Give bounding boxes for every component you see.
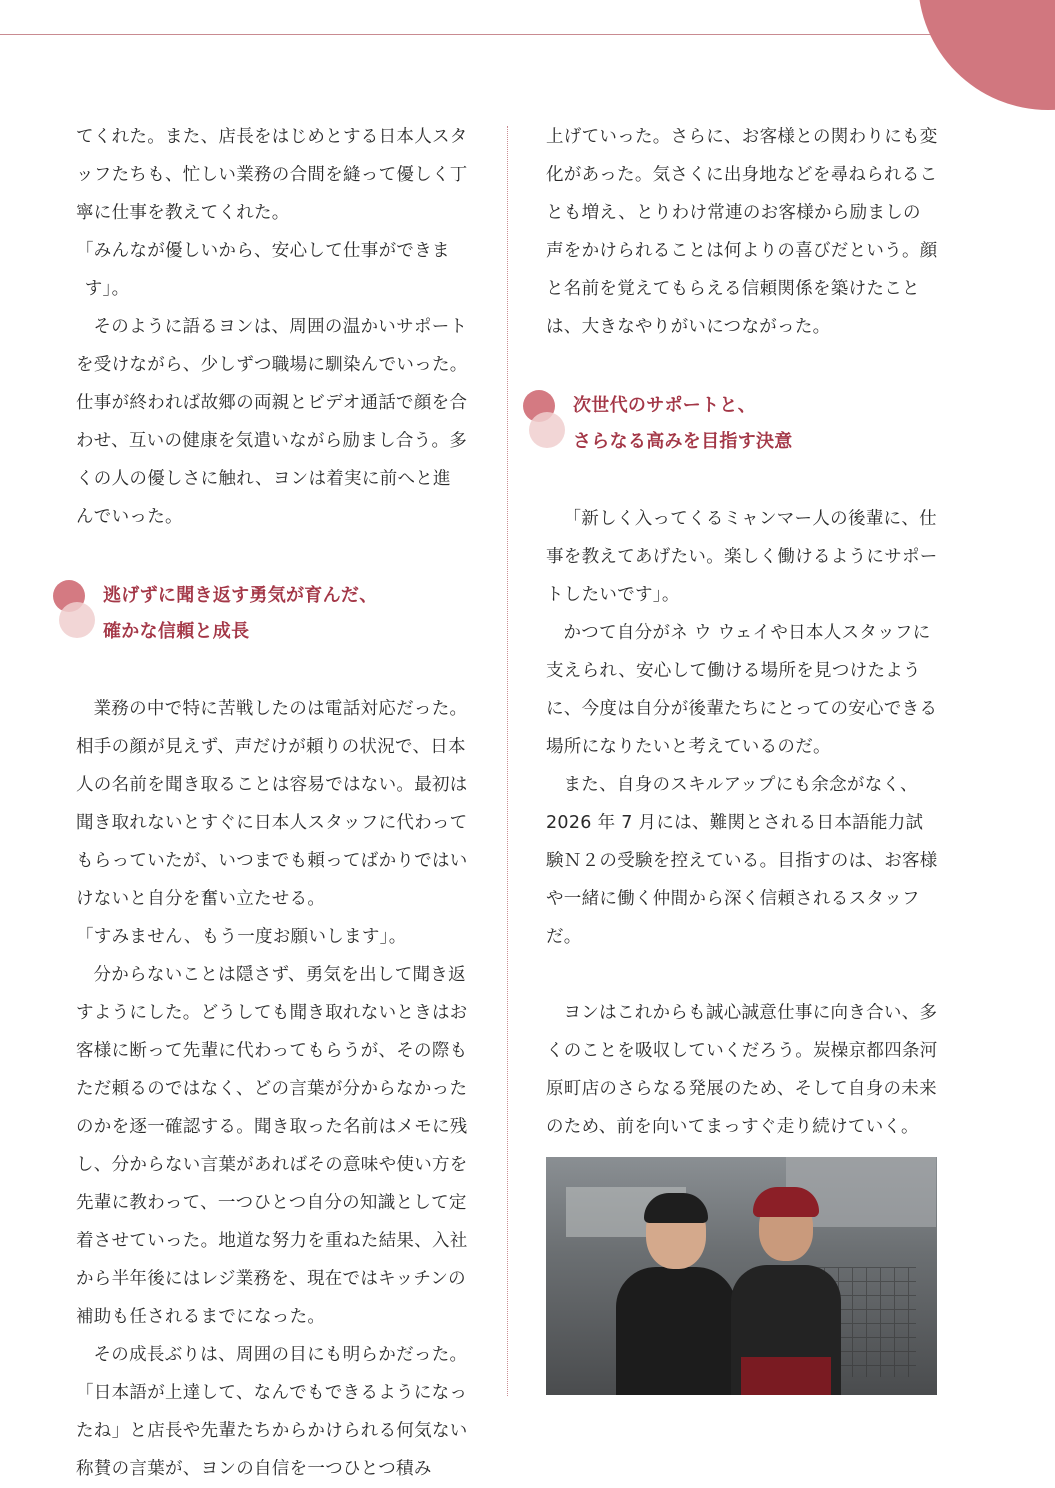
paragraph: てくれた。また、店長をはじめとする日本人スタッフたちも、忙しい業務の合間を縫って優しく丁寧に仕事を教えてくれた。 [76,127,468,223]
person-apron [741,1357,831,1395]
right-column [546,118,938,1146]
heading-circle-icon [529,412,565,448]
corner-decoration [918,0,1055,110]
heading-line: 次世代のサポートと、 [573,395,756,416]
section-heading [546,388,938,460]
photo-person-staff [731,1187,841,1395]
column-divider [507,126,508,1396]
paragraph: かつて自分がネ ウ ウェイや日本人スタッフに支えられ、安心して働ける場所を見つけたように、今度は自分が後輩たちにとっての安心できる場所になりたいと考えているのだ。 [546,623,938,757]
paragraph: また、自身のスキルアップにも余念がなく、2026 年 7 月には、難関とされる日本語能力試験Ｎ２の受験を控えている。目指すのは、お客様や一緒に働く仲間から深く信頼されるスタッフだ。 [546,775,938,947]
paragraph: 分からないことは隠さず、勇気を出して聞き返すようにした。どうしても聞き取れないときはお客様に断って先輩に代わってもらうが、その際もただ頼るのではなく、どの言葉が分からなかったのかを逐一確認する。聞き取った名前はメモに残し、分からない言葉があればその意味や使い方を先輩に教わって、一つひとつ自分の知識として定着させていった。地道な努力を重ねた結果、入社から半年後にはレジ業務を、現在ではキッチンの補助も任されるまでになった。 [76,965,468,1327]
paragraph: 業務の中で特に苦戦したのは電話対応だった。相手の顔が見えず、声だけが頼りの状況で、日本人の名前を聞き取ることは容易ではない。最初は聞き取れないとすぐに日本人スタッフに代わってもらっていたが、いつまでも頼ってばかりではいけないと自分を奮い立たせる。 [76,699,468,909]
person-cap [644,1193,708,1223]
header-rule [0,34,1055,35]
quote-paragraph: 「みんなが優しいから、安心して仕事ができます」。 [76,241,450,299]
quote-paragraph: 「すみません、もう一度お願いします」。 [76,927,407,947]
left-column [76,118,468,1488]
heading-line: 逃げずに聞き返す勇気が育んだ、 [103,585,378,606]
paragraph: 上げていった。さらに、お客様との関わりにも変化があった。気さくに出身地などを尋ねられることも増え、とりわけ常連のお客様から励ましの声をかけられることは何よりの喜びだという。顔と名前を覚えてもらえる信頼関係を築けたことは、大きなやりがいにつながった。 [546,127,938,337]
paragraph: ヨンはこれからも誠心誠意仕事に向き合い、多くのことを吸収していくだろう。炭橾京都四条河原町店のさらなる発展のため、そして自身の未来のため、前を向いてまっすぐ走り続けていく。 [546,1003,938,1137]
person-cap [753,1187,819,1217]
heading-line: さらなる高みを目指す決意 [573,431,793,452]
paragraph-spacer [546,956,938,994]
quote-paragraph: 「新しく入ってくるミャンマー人の後輩に、仕事を教えてあげたい。楽しく働けるようにサポートしたいです」。 [546,509,938,605]
heading-line: 確かな信頼と成長 [103,621,250,642]
photo-person-manager [616,1197,736,1395]
paragraph: その成長ぶりは、周囲の目にも明らかだった。「日本語が上達して、なんでもできるようになったね」と店長や先輩たちからかけられる何気ない称賛の言葉が、ヨンの自信を一つひとつ積み [76,1345,468,1479]
heading-circle-icon [59,602,95,638]
paragraph: そのように語るヨンは、周囲の温かいサポートを受けながら、少しずつ職場に馴染んでいった。仕事が終われば故郷の両親とビデオ通話で顔を合わせ、互いの健康を気遣いながら励まし合う。多くの人の優しさに触れ、ヨンは着実に前へと進んでいった。 [76,317,468,527]
staff-photo [546,1157,937,1395]
person-body [616,1267,736,1395]
section-heading [76,578,468,650]
